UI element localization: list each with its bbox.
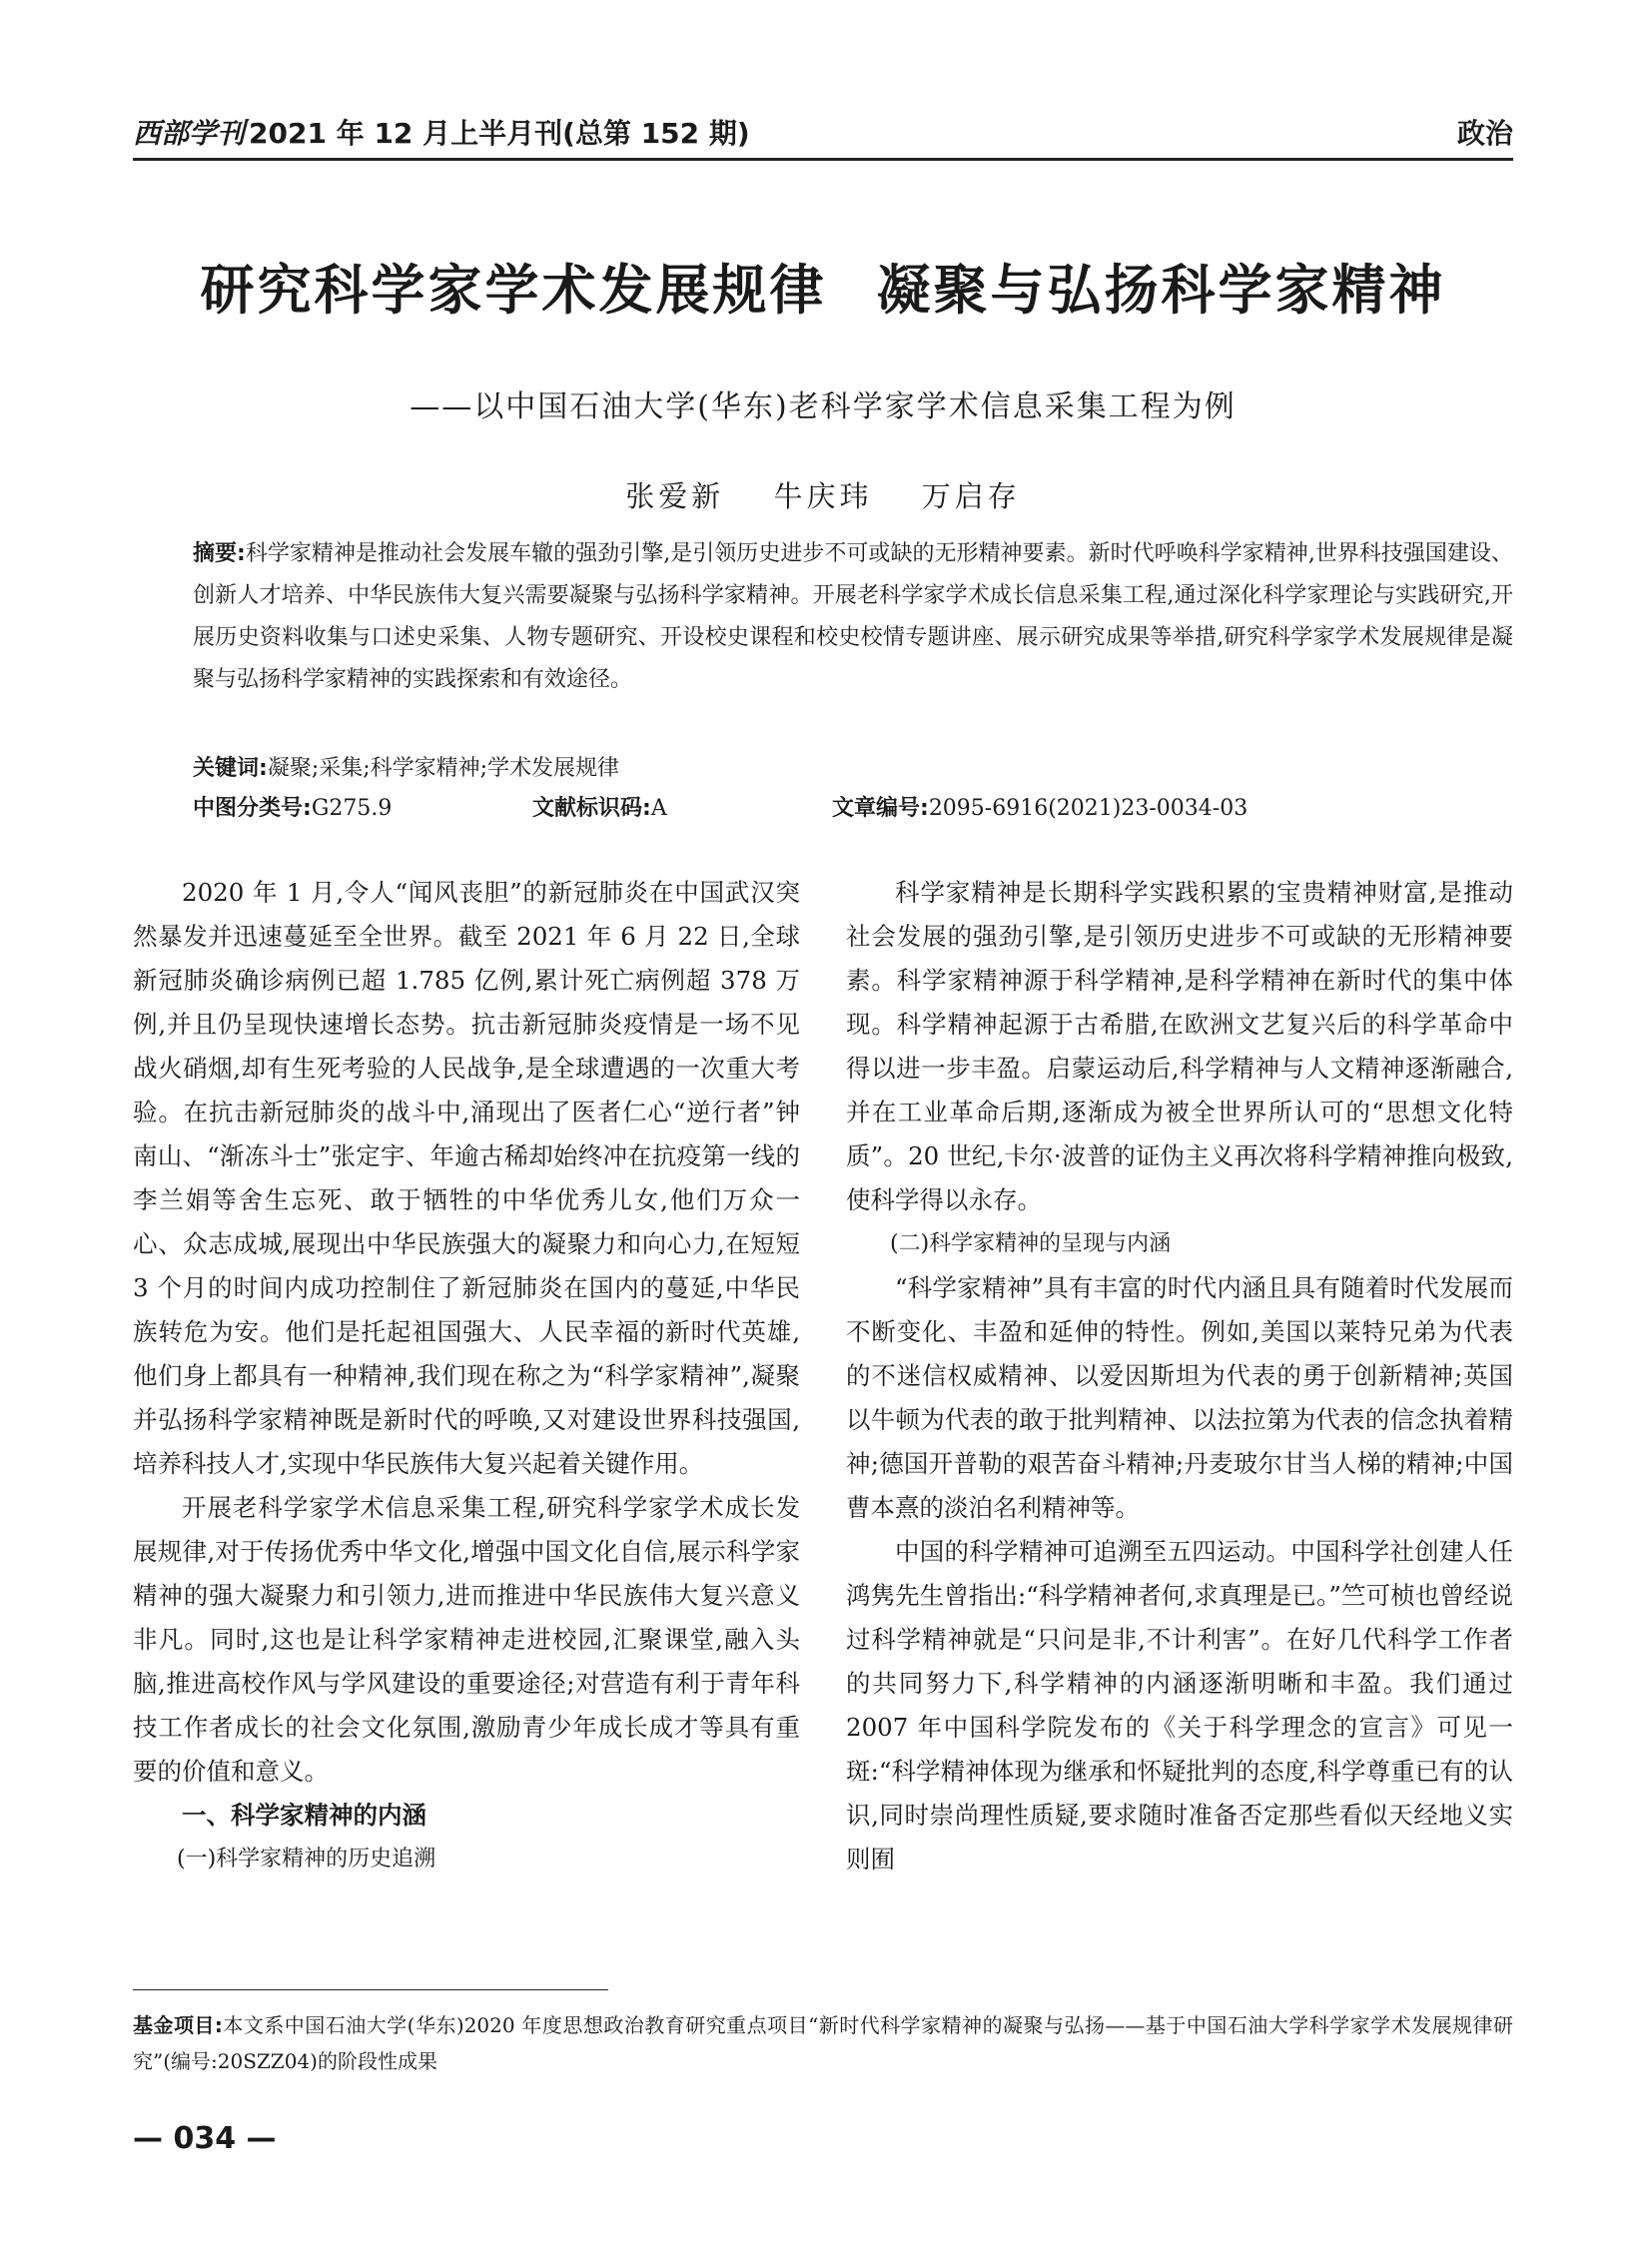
author-list <box>133 474 1513 515</box>
footnote-rule <box>133 1989 608 1990</box>
classification <box>193 791 532 822</box>
classification-label: 中图分类号: <box>193 796 312 821</box>
body-paragraph: 开展老科学家学术信息采集工程,研究科学家学术成长发展规律,对于传扬优秀中华文化,增强中国文化自信,展示科学家精神的强大凝聚力和引领力,进而推进中华民族伟大复兴意义非凡。同时,这也是让科学家精神走进校园,汇聚课堂,融入头脑,推进高校作风与学风建设的重要途径;对营造有利于青年科技工作者成长的社会文化氛围,激励青少年成长成才等具有重要的价值和意义。 <box>133 1493 800 1786</box>
abstract-text: 科学家精神是推动社会发展车辙的强劲引擎,是引领历史进步不可或缺的无形精神要素。新时代呼唤科学家精神,世界科技强国建设、创新人才培养、中华民族伟大复兴需要凝聚与弘扬科学家精神。开展老科学家学术成长信息采集工程,通过深化科学家理论与实践研究,开展历史资料收集与口述史采集、人物专题研究、开设校史课程和校史校情专题讲座、展示研究成果等举措,研究科学家学术发展规律是凝聚与弘扬科学家精神的实践探索和有效途径。 <box>193 541 1513 692</box>
keywords-text: 凝聚;采集;科学家精神;学术发展规律 <box>267 756 620 781</box>
right-column <box>846 871 1513 1881</box>
article-number <box>832 791 1247 822</box>
section-name: 政治 <box>1456 117 1513 150</box>
document-code <box>532 791 832 822</box>
article-number-label: 文章编号: <box>832 796 929 821</box>
left-column <box>133 871 800 1881</box>
funding-text: 本文系中国石油大学(华东)2020 年度思想政治教育研究重点项目“新时代科学家精神的凝聚与弘扬——基于中国石油大学科学家学术发展规律研究”(编号:20SZZ04)的阶段性成果 <box>133 2013 1513 2073</box>
author-name: 张爱新 <box>625 479 725 513</box>
abstract-label: 摘要: <box>193 541 246 566</box>
page-number: — 034 — <box>133 2121 277 2156</box>
article-title <box>133 248 1513 325</box>
body-paragraph: 中国的科学精神可追溯至五四运动。中国科学社创建人任鸿隽先生曾指出:“科学精神者何,求真理是已。”竺可桢也曾经说过科学精神就是“只问是非,不计利害”。在好几代科学工作者的共同努力下,科学精神的内涵逐渐明晰和丰盈。我们通过 2007 年中国科学院发布的《关于科学理念的宣言》可见一斑:“科学精神体现为继承和怀疑批判的态度,科学尊重已有的认识,同时崇尚理性质疑,要求随时准备否定那些看似天经地义实则囿 <box>846 1537 1513 1873</box>
keywords-label: 关键词: <box>193 756 268 781</box>
issue-info: 2021 年 12 月上半月刊(总第 152 期) <box>249 117 750 150</box>
body-paragraph: “科学家精神”具有丰富的时代内涵且具有随着时代发展而不断变化、丰盈和延伸的特性。例如,美国以莱特兄弟为代表的不迷信权威精神、以爱因斯坦为代表的勇于创新精神;英国以牛顿为代表的敢于批判精神、以法拉第为代表的信念执着精神;德国开普勒的艰苦奋斗精神;丹麦玻尔甘当人梯的精神;中国曹本熹的淡泊名利精神等。 <box>846 1273 1513 1522</box>
title-part-2: 凝聚与弘扬科学家精神 <box>876 259 1446 322</box>
title-part-1: 研究科学家学术发展规律 <box>200 259 827 322</box>
body-paragraph: 2020 年 1 月,令人“闻风丧胆”的新冠肺炎在中国武汉突然暴发并迅速蔓延至全世界。截至 2021 年 6 月 22 日,全球新冠肺炎确诊病例已超 1.785 亿例,累计死亡病例超 378 万例,并且仍呈现快速增长态势。抗击新冠肺炎疫情是一场不见战火硝烟,却有生死考验的人民战争,是全球遭遇的一次重大考验。在抗击新冠肺炎的战斗中,涌现出了医者仁心“逆行者”钟南山、“渐冻斗士”张定宇、年逾古稀却始终冲在抗疫第一线的李兰娟等舍生忘死、敢于牺牲的中华优秀儿女,他们万众一心、众志成城,展现出中华民族强大的凝聚力和向心力,在短短 3 个月的时间内成功控制住了新冠肺炎在国内的蔓延,中华民族转危为安。他们是托起祖国强大、人民幸福的新时代英雄,他们身上都具有一种精神,我们现在称之为“科学家精神”,凝聚并弘扬科学家精神既是新时代的呼唤,又对建设世界科技强国,培养科技人才,实现中华民族伟大复兴起着关键作用。 <box>133 878 800 1478</box>
classification-line <box>193 791 1513 822</box>
author-name: 牛庆玮 <box>773 479 873 513</box>
journal-logo: 西部学刊 <box>133 117 246 150</box>
subsection-heading: (二)科学家精神的呈现与内涵 <box>890 1231 1172 1256</box>
journal-masthead <box>133 112 750 152</box>
funding-label: 基金项目: <box>133 2013 223 2037</box>
section-heading: 一、科学家精神的内涵 <box>182 1801 426 1830</box>
running-header <box>133 112 1513 156</box>
author-name: 万启存 <box>921 479 1021 513</box>
document-code-value: A <box>650 796 667 821</box>
abstract <box>193 533 1513 701</box>
body-paragraph: 科学家精神是长期科学实践积累的宝贵精神财富,是推动社会发展的强劲引擎,是引领历史进步不可或缺的无形精神要素。科学家精神源于科学精神,是科学精神在新时代的集中体现。科学精神起源于古希腊,在欧洲文艺复兴后的科学革命中得以进一步丰盈。启蒙运动后,科学精神与人文精神逐渐融合,并在工业革命后期,逐渐成为被全世界所认可的“思想文化特质”。20 世纪,卡尔·波普的证伪主义再次将科学精神推向极致,使科学得以永存。 <box>846 878 1513 1214</box>
keywords <box>193 751 619 782</box>
article-number-value: 2095-6916(2021)23-0034-03 <box>928 796 1248 821</box>
classification-value: G275.9 <box>311 796 393 821</box>
funding-footnote <box>133 2007 1513 2079</box>
header-rule <box>133 158 1513 161</box>
article-subtitle: ——以中国石油大学(华东)老科学家学术信息采集工程为例 <box>410 389 1237 424</box>
subsection-heading: (一)科学家精神的历史追溯 <box>177 1847 436 1871</box>
document-code-label: 文献标识码: <box>532 796 651 821</box>
